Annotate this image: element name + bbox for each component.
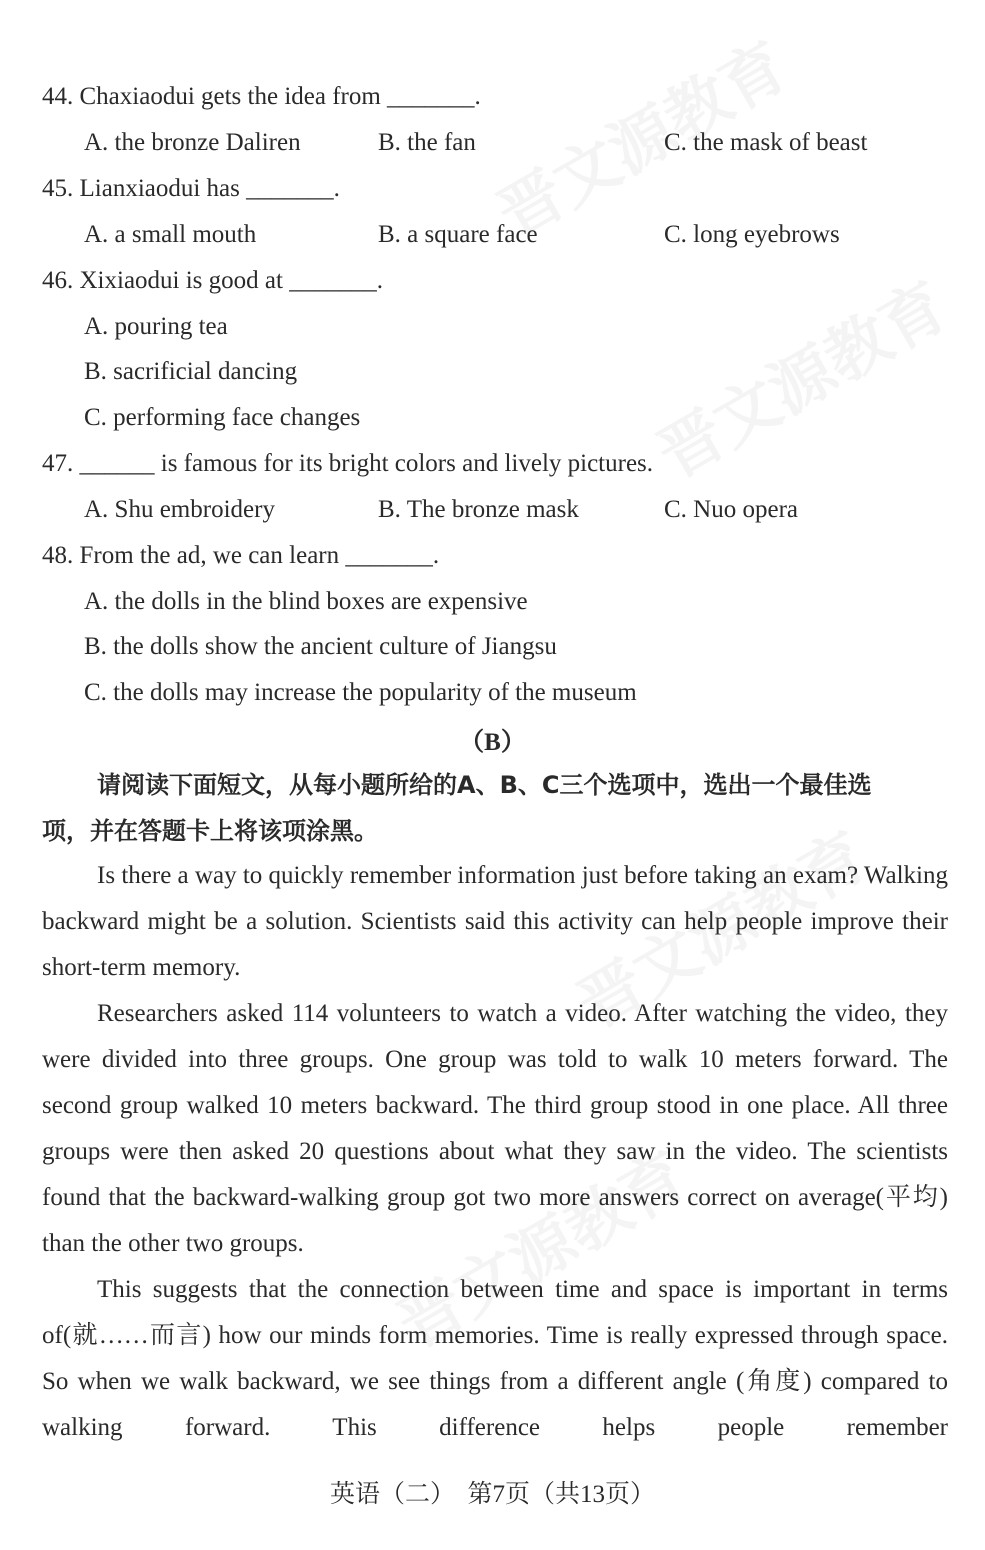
- passage-paragraph-1: Is there a way to quickly remember information just before taking an exam? Walking backward might be a solution. Scientists said this activity can help people improve their short-term memory.: [42, 862, 948, 981]
- q48-option-c: C. the dolls may increase the popularity of the museum: [84, 679, 637, 706]
- q47-option-b: B. The bronze mask: [378, 496, 579, 523]
- question-46-stem: 46. Xixiaodui is good at _______.: [42, 267, 383, 294]
- question-44-stem: 44. Chaxiaodui gets the idea from _______.: [42, 83, 481, 110]
- passage-paragraph-3: This suggests that the connection between time and space is important in terms of(就……而言) how our minds form memories. Time is really expressed through space. So when we walk backward, we see things from a different angle (角度) compared to walking forward. This difference helps people remember: [42, 1276, 948, 1441]
- q45-option-a: A. a small mouth: [84, 221, 257, 248]
- q48-option-a: A. the dolls in the blind boxes are expensive: [84, 588, 528, 615]
- section-instruction-line1: 请阅读下面短文，从每小题所给的A、B、C三个选项中，选出一个最佳选: [97, 771, 872, 799]
- q44-option-a: A. the bronze Daliren: [84, 129, 301, 156]
- q47-option-c: C. Nuo opera: [664, 496, 798, 523]
- watermark: [638, 256, 961, 496]
- q47-option-a: A. Shu embroidery: [84, 496, 275, 523]
- passage: [42, 853, 948, 1451]
- q44-option-c: C. the mask of beast: [664, 129, 868, 156]
- q48-option-b: B. the dolls show the ancient culture of Jiangsu: [84, 633, 557, 660]
- passage-paragraph-2: Researchers asked 114 volunteers to watch a video. After watching the video, they were divided into three groups. One group was told to walk 10 meters forward. The second group walked 10 meters backward. The third group stood in one place. All three groups were then asked 20 questions about what they saw in the video. The scientists found that the backward-walking group got two more answers correct on average(平均) than the other two groups.: [42, 1000, 948, 1257]
- section-label: （B）: [459, 729, 526, 756]
- question-47-stem: 47. ______ is famous for its bright colors and lively pictures.: [42, 450, 654, 477]
- q45-option-c: C. long eyebrows: [664, 221, 840, 248]
- question-45-stem: 45. Lianxiaodui has _______.: [42, 175, 340, 202]
- section-instruction-line2: 项，并在答题卡上将该项涂黑。: [42, 817, 378, 845]
- q46-option-c: C. performing face changes: [84, 404, 361, 431]
- question-48-stem: 48. From the ad, we can learn _______.: [42, 542, 440, 569]
- q44-option-b: B. the fan: [378, 129, 476, 156]
- page-footer: 英语（二） 第7页（共13页）: [329, 1481, 655, 1508]
- q46-option-a: A. pouring tea: [84, 313, 228, 340]
- q46-option-b: B. sacrificial dancing: [84, 358, 298, 385]
- q45-option-b: B. a square face: [378, 221, 538, 248]
